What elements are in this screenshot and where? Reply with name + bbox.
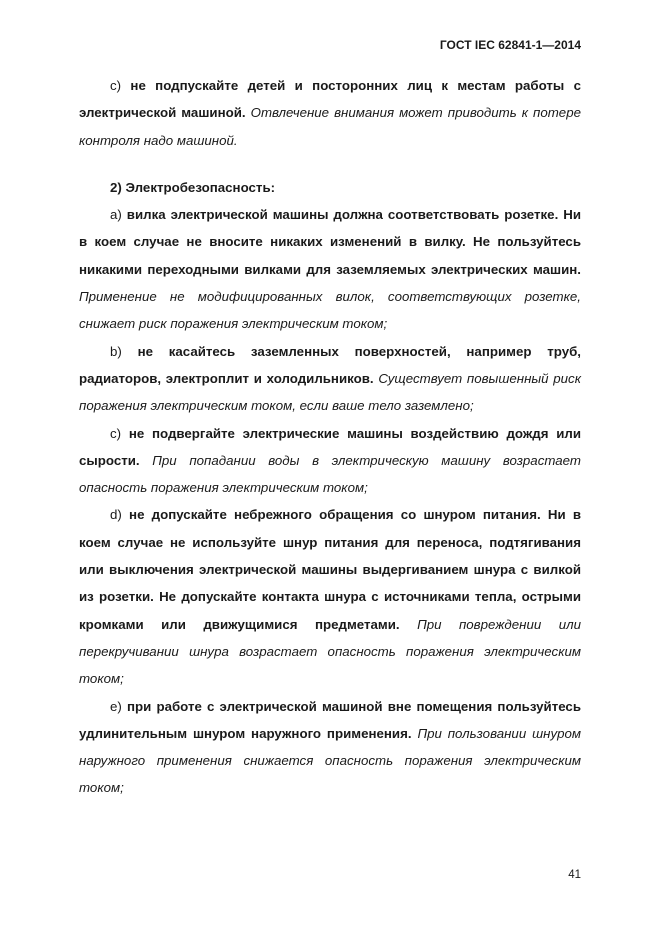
paragraph-item-e-outdoor bbox=[79, 693, 581, 802]
document-code-header: ГОСТ IEC 62841-1—2014 bbox=[439, 38, 581, 52]
item-explanation: При попадании воды в электрическую машину возрастает опасность поражения электрическим током; bbox=[79, 452, 581, 496]
paragraph-item-c-rain bbox=[79, 420, 581, 502]
item-explanation: Отвлечение внимания может приводить к потере контроля надо машиной. bbox=[79, 105, 581, 148]
page-body bbox=[79, 72, 581, 802]
item-label: b) bbox=[110, 343, 122, 359]
item-instruction: не допускайте небрежного обращения со шнуром питания. Ни в коем случае не используйте шнур питания для переноса, подтягивания или выключения электрической машины выдергиванием шнура с вилкой из розетки. Не допускайте контакта шнура с источниками тепла, острыми кромками или движущимися предметами. bbox=[79, 507, 581, 632]
section-title: 2) Электробезопасность: bbox=[110, 179, 276, 195]
section-heading bbox=[79, 174, 581, 201]
item-explanation: При повреждении или перекручивании шнура возрастает опасность поражения электрическим током; bbox=[79, 616, 581, 687]
item-explanation: При пользовании шнуром наружного применения снижается опасность поражения электрическим током; bbox=[79, 725, 581, 796]
item-label: c) bbox=[110, 425, 122, 441]
item-label: a) bbox=[110, 207, 122, 223]
item-instruction: не подпускайте детей и посторонних лиц к местам работы с электрической машиной. bbox=[79, 78, 581, 121]
item-instruction: не подвергайте электрические машины воздействию дождя или сырости. bbox=[79, 425, 581, 468]
item-explanation: Применение не модифицированных вилок, соответствующих розетке, снижает риск поражения электрическим током; bbox=[79, 289, 581, 332]
paragraph-item-a-plug bbox=[79, 201, 581, 337]
item-label: c) bbox=[110, 78, 122, 93]
item-label: e) bbox=[110, 698, 122, 714]
paragraph-item-d-power-cord bbox=[79, 501, 581, 692]
item-instruction: при работе с электрической машиной вне помещения пользуйтесь удлинительным шнуром наружного применения. bbox=[79, 698, 582, 741]
item-explanation: Существует повышенный риск поражения электрическим током, если ваше тело заземлено; bbox=[79, 370, 581, 414]
item-label: d) bbox=[110, 507, 122, 523]
item-instruction: вилка электрической машины должна соответствовать розетке. Ни в коем случае не вносите никаких изменений в вилку. Не пользуйтесь никакими переходными вилками для заземляемых электрических машин. bbox=[79, 207, 581, 277]
item-instruction: не касайтесь заземленных поверхностей, например труб, радиаторов, электроплит и холодильников. bbox=[79, 343, 581, 386]
page-number: 41 bbox=[568, 869, 581, 881]
paragraph-item-c-work-area bbox=[79, 72, 581, 154]
paragraph-item-b-grounded-surfaces bbox=[79, 338, 581, 420]
